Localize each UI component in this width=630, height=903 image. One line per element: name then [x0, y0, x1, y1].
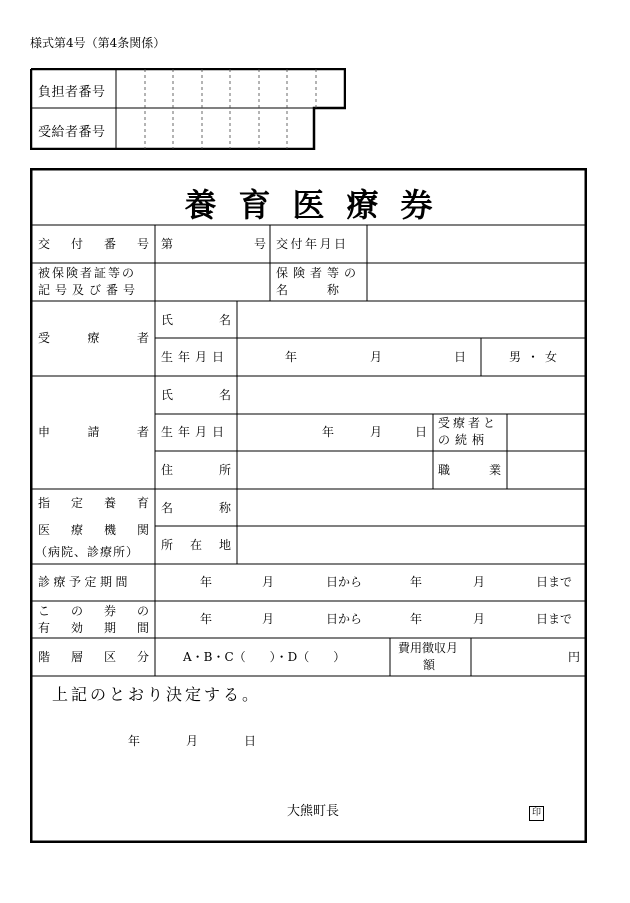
patient-dob-month: 月 — [370, 350, 383, 364]
validity-from-year: 年 — [200, 612, 213, 626]
validity-from-month: 月 — [262, 612, 275, 626]
relation-label-2: の続柄 — [438, 433, 490, 447]
validity-until-text: 日まで — [536, 612, 573, 626]
insurance-symbol-label-1: 被保険者証等の — [38, 266, 137, 280]
treatment-from-year: 年 — [200, 575, 213, 589]
patient-dob-day: 日 — [454, 350, 467, 364]
validity-label-2: 有 効 期 間 — [38, 621, 149, 635]
occupation-label: 職 業 — [438, 463, 501, 477]
fee-yen: 円 — [568, 650, 581, 664]
treatment-period-label: 診療予定期間 — [38, 575, 132, 589]
insurance-symbol-label-2: 記号及び番号 — [38, 283, 141, 297]
issue-number-label: 交 付 番 号 — [38, 237, 149, 251]
applicant-dob-label: 生年月日 — [161, 425, 230, 439]
institution-label-1: 指 定 養 育 — [38, 496, 149, 510]
institution-name-label: 名 称 — [161, 501, 231, 515]
institution-label-2: 医 療 機 関 — [38, 523, 149, 537]
treatment-to-month: 月 — [473, 575, 486, 589]
patient-label: 受 療 者 — [38, 331, 149, 345]
treatment-to-year: 年 — [410, 575, 423, 589]
insurer-name-label-1: 保険者等の — [276, 266, 362, 280]
issue-number-suffix: 号 — [254, 237, 267, 251]
fee-label-1: 費用徴収月 — [398, 641, 459, 655]
number-table — [30, 68, 346, 150]
issue-number-prefix: 第 — [161, 237, 174, 251]
decision-date-month: 月 — [186, 734, 199, 748]
class-label: 階 層 区 分 — [38, 650, 149, 664]
decision-date-year: 年 — [128, 734, 141, 748]
applicant-name-label: 氏 名 — [161, 388, 231, 402]
insurer-name-label-2: 名 称 — [276, 283, 345, 297]
address-label: 住 所 — [161, 463, 231, 477]
validity-label-1: こ の 券 の — [38, 604, 149, 618]
applicant-dob-day: 日 — [415, 425, 428, 439]
decision-text: 上記のとおり決定する。 — [52, 685, 262, 704]
applicant-dob-year: 年 — [322, 425, 335, 439]
institution-label-3: （病院、診療所） — [35, 545, 140, 559]
medical-voucher-form — [30, 168, 587, 843]
issuer-name: 大熊町長 — [287, 804, 340, 819]
treatment-from-text: 日から — [326, 575, 363, 589]
decision-date-day: 日 — [244, 734, 257, 748]
form-title: 養育医療券 — [184, 186, 455, 224]
relation-label-1: 受療者と — [438, 416, 499, 430]
seal-mark: 印 — [529, 806, 544, 821]
form-number: 様式第4号（第4条関係） — [30, 36, 166, 50]
applicant-label: 申 請 者 — [38, 425, 149, 439]
treatment-until-text: 日まで — [536, 575, 573, 589]
validity-to-year: 年 — [410, 612, 423, 626]
applicant-dob-month: 月 — [370, 425, 383, 439]
patient-name-label: 氏 名 — [161, 313, 231, 327]
fee-label-2: 額 — [423, 658, 436, 672]
recipient-number-label: 受給者番号 — [38, 125, 106, 140]
issue-date-label: 交付年月日 — [276, 237, 349, 251]
patient-dob-year: 年 — [285, 350, 298, 364]
validity-from-text: 日から — [326, 612, 363, 626]
class-value: A・B・C（ ）・D（ ） — [183, 650, 346, 664]
patient-sex: 男・女 — [509, 350, 564, 364]
validity-to-month: 月 — [473, 612, 486, 626]
burden-number-label: 負担者番号 — [38, 85, 106, 100]
treatment-from-month: 月 — [262, 575, 275, 589]
patient-dob-label: 生年月日 — [161, 350, 230, 364]
institution-address-label: 所 在 地 — [161, 538, 231, 552]
official-seal — [529, 804, 544, 821]
